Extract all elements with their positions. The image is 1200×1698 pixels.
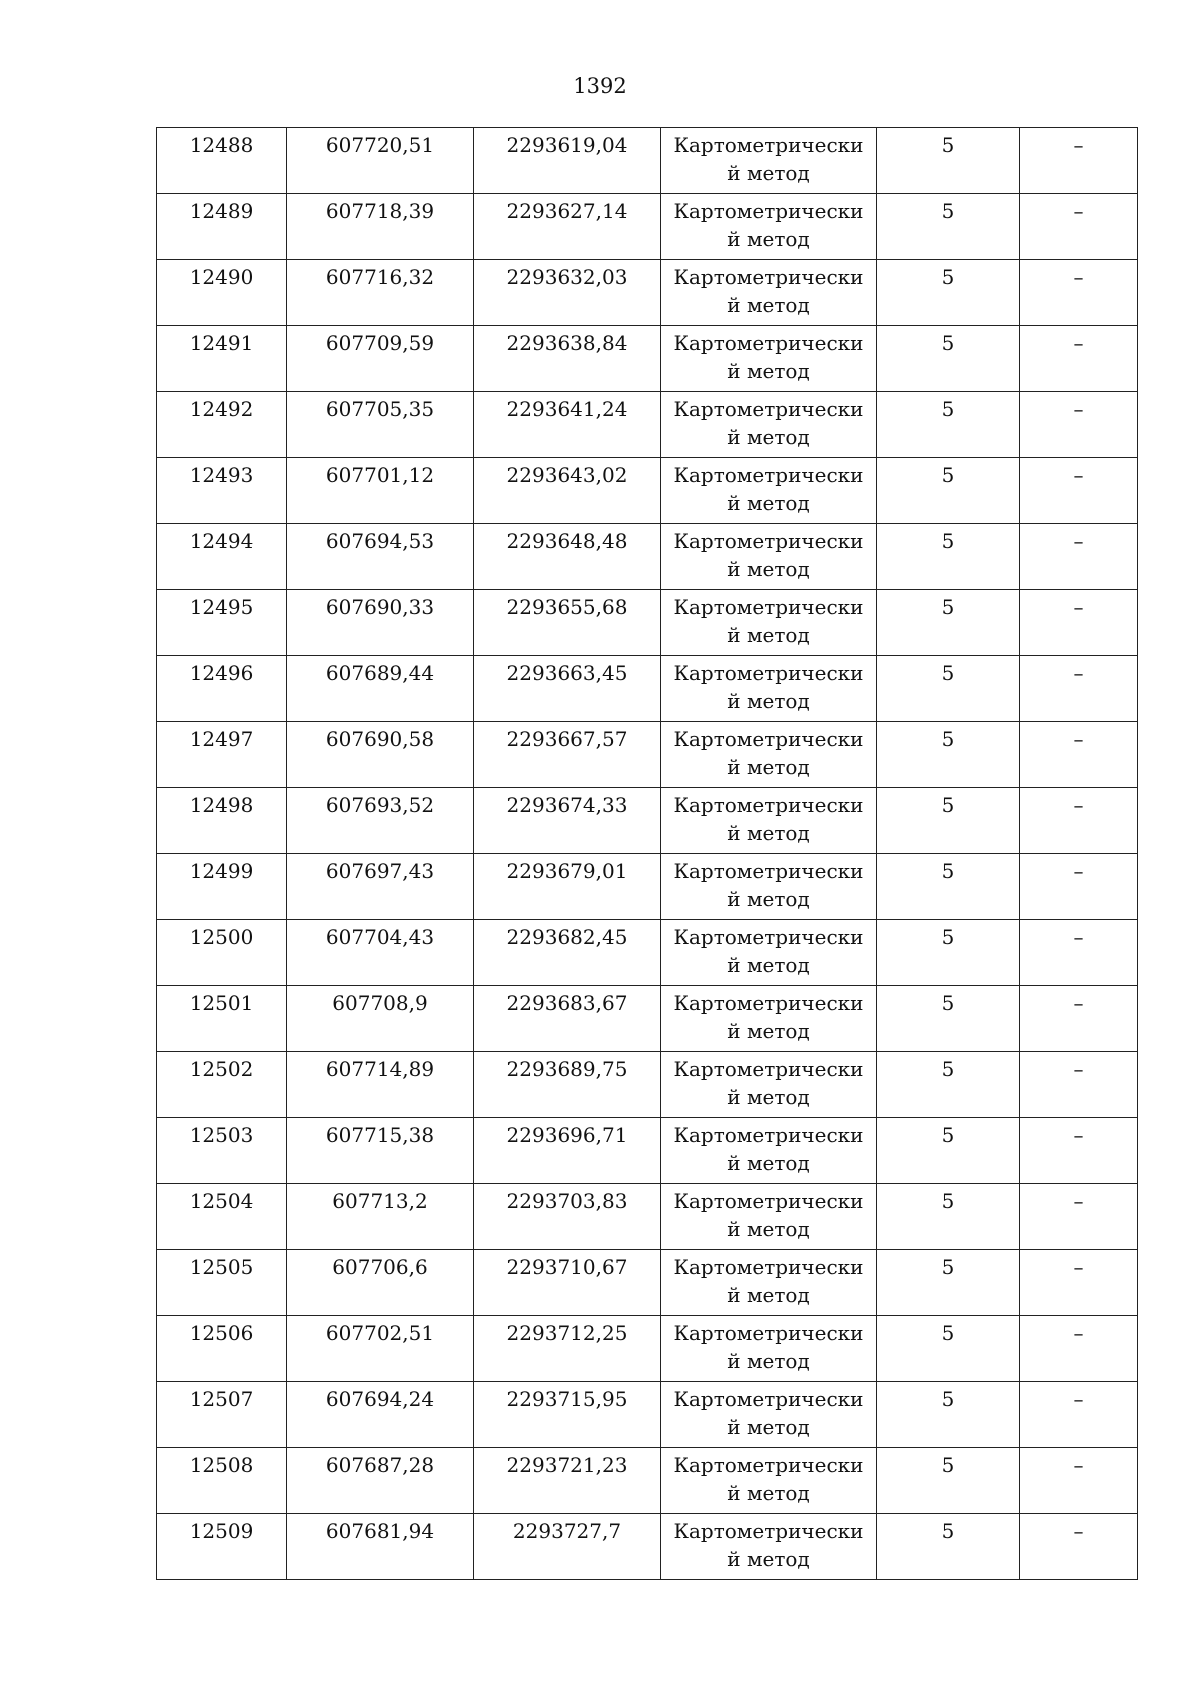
accuracy-cell: 5 (877, 1118, 1020, 1184)
table-row (157, 326, 1138, 392)
accuracy-cell: 5 (877, 326, 1020, 392)
table-row (157, 722, 1138, 788)
method-cell: Картометрически й метод (661, 1184, 877, 1250)
table-row (157, 1448, 1138, 1514)
x-coordinate-cell: 607713,2 (287, 1184, 474, 1250)
note-cell: – (1020, 458, 1138, 524)
x-coordinate-cell: 607708,9 (287, 986, 474, 1052)
point-number-cell: 12489 (157, 194, 287, 260)
point-number-cell: 12497 (157, 722, 287, 788)
note-cell: – (1020, 392, 1138, 458)
method-cell: Картометрически й метод (661, 1316, 877, 1382)
note-cell: – (1020, 1250, 1138, 1316)
point-number-cell: 12507 (157, 1382, 287, 1448)
x-coordinate-cell: 607681,94 (287, 1514, 474, 1580)
accuracy-cell: 5 (877, 392, 1020, 458)
accuracy-cell: 5 (877, 920, 1020, 986)
table-row (157, 128, 1138, 194)
method-cell: Картометрически й метод (661, 1250, 877, 1316)
y-coordinate-cell: 2293643,02 (474, 458, 661, 524)
point-number-cell: 12508 (157, 1448, 287, 1514)
method-cell: Картометрически й метод (661, 854, 877, 920)
accuracy-cell: 5 (877, 194, 1020, 260)
y-coordinate-cell: 2293727,7 (474, 1514, 661, 1580)
table-row (157, 788, 1138, 854)
table-row (157, 656, 1138, 722)
accuracy-cell: 5 (877, 1250, 1020, 1316)
note-cell: – (1020, 128, 1138, 194)
accuracy-cell: 5 (877, 260, 1020, 326)
point-number-cell: 12500 (157, 920, 287, 986)
note-cell: – (1020, 524, 1138, 590)
y-coordinate-cell: 2293712,25 (474, 1316, 661, 1382)
method-cell: Картометрически й метод (661, 1448, 877, 1514)
accuracy-cell: 5 (877, 1052, 1020, 1118)
point-number-cell: 12505 (157, 1250, 287, 1316)
point-number-cell: 12494 (157, 524, 287, 590)
y-coordinate-cell: 2293667,57 (474, 722, 661, 788)
x-coordinate-cell: 607709,59 (287, 326, 474, 392)
table-row (157, 854, 1138, 920)
table-row (157, 1052, 1138, 1118)
y-coordinate-cell: 2293638,84 (474, 326, 661, 392)
x-coordinate-cell: 607701,12 (287, 458, 474, 524)
note-cell: – (1020, 1448, 1138, 1514)
point-number-cell: 12491 (157, 326, 287, 392)
x-coordinate-cell: 607687,28 (287, 1448, 474, 1514)
y-coordinate-cell: 2293715,95 (474, 1382, 661, 1448)
point-number-cell: 12502 (157, 1052, 287, 1118)
table-row (157, 458, 1138, 524)
table-row (157, 1316, 1138, 1382)
note-cell: – (1020, 656, 1138, 722)
method-cell: Картометрически й метод (661, 194, 877, 260)
accuracy-cell: 5 (877, 1184, 1020, 1250)
y-coordinate-cell: 2293641,24 (474, 392, 661, 458)
point-number-cell: 12509 (157, 1514, 287, 1580)
point-number-cell: 12506 (157, 1316, 287, 1382)
x-coordinate-cell: 607689,44 (287, 656, 474, 722)
note-cell: – (1020, 590, 1138, 656)
method-cell: Картометрически й метод (661, 920, 877, 986)
table-row (157, 590, 1138, 656)
y-coordinate-cell: 2293683,67 (474, 986, 661, 1052)
point-number-cell: 12492 (157, 392, 287, 458)
x-coordinate-cell: 607714,89 (287, 1052, 474, 1118)
accuracy-cell: 5 (877, 1382, 1020, 1448)
table-row (157, 1382, 1138, 1448)
accuracy-cell: 5 (877, 1514, 1020, 1580)
accuracy-cell: 5 (877, 128, 1020, 194)
y-coordinate-cell: 2293655,68 (474, 590, 661, 656)
table-row (157, 986, 1138, 1052)
x-coordinate-cell: 607694,24 (287, 1382, 474, 1448)
table-row (157, 1118, 1138, 1184)
y-coordinate-cell: 2293682,45 (474, 920, 661, 986)
method-cell: Картометрически й метод (661, 524, 877, 590)
method-cell: Картометрически й метод (661, 1514, 877, 1580)
accuracy-cell: 5 (877, 986, 1020, 1052)
x-coordinate-cell: 607720,51 (287, 128, 474, 194)
method-cell: Картометрически й метод (661, 656, 877, 722)
note-cell: – (1020, 1184, 1138, 1250)
method-cell: Картометрически й метод (661, 392, 877, 458)
coordinates-table-body (157, 128, 1138, 1580)
x-coordinate-cell: 607690,58 (287, 722, 474, 788)
table-row (157, 1250, 1138, 1316)
point-number-cell: 12496 (157, 656, 287, 722)
point-number-cell: 12495 (157, 590, 287, 656)
point-number-cell: 12498 (157, 788, 287, 854)
y-coordinate-cell: 2293703,83 (474, 1184, 661, 1250)
method-cell: Картометрически й метод (661, 458, 877, 524)
note-cell: – (1020, 260, 1138, 326)
x-coordinate-cell: 607702,51 (287, 1316, 474, 1382)
note-cell: – (1020, 854, 1138, 920)
page-number: 1392 (573, 74, 627, 98)
table-row (157, 1184, 1138, 1250)
x-coordinate-cell: 607706,6 (287, 1250, 474, 1316)
method-cell: Картометрически й метод (661, 590, 877, 656)
y-coordinate-cell: 2293632,03 (474, 260, 661, 326)
point-number-cell: 12488 (157, 128, 287, 194)
method-cell: Картометрически й метод (661, 788, 877, 854)
point-number-cell: 12499 (157, 854, 287, 920)
note-cell: – (1020, 194, 1138, 260)
point-number-cell: 12493 (157, 458, 287, 524)
method-cell: Картометрически й метод (661, 1382, 877, 1448)
x-coordinate-cell: 607715,38 (287, 1118, 474, 1184)
note-cell: – (1020, 326, 1138, 392)
y-coordinate-cell: 2293721,23 (474, 1448, 661, 1514)
note-cell: – (1020, 1052, 1138, 1118)
y-coordinate-cell: 2293696,71 (474, 1118, 661, 1184)
point-number-cell: 12504 (157, 1184, 287, 1250)
accuracy-cell: 5 (877, 458, 1020, 524)
method-cell: Картометрически й метод (661, 128, 877, 194)
x-coordinate-cell: 607716,32 (287, 260, 474, 326)
note-cell: – (1020, 1118, 1138, 1184)
point-number-cell: 12501 (157, 986, 287, 1052)
y-coordinate-cell: 2293679,01 (474, 854, 661, 920)
y-coordinate-cell: 2293627,14 (474, 194, 661, 260)
method-cell: Картометрически й метод (661, 260, 877, 326)
y-coordinate-cell: 2293689,75 (474, 1052, 661, 1118)
note-cell: – (1020, 722, 1138, 788)
note-cell: – (1020, 986, 1138, 1052)
y-coordinate-cell: 2293674,33 (474, 788, 661, 854)
x-coordinate-cell: 607697,43 (287, 854, 474, 920)
point-number-cell: 12503 (157, 1118, 287, 1184)
x-coordinate-cell: 607694,53 (287, 524, 474, 590)
table-row (157, 1514, 1138, 1580)
method-cell: Картометрически й метод (661, 722, 877, 788)
x-coordinate-cell: 607693,52 (287, 788, 474, 854)
accuracy-cell: 5 (877, 1316, 1020, 1382)
note-cell: – (1020, 788, 1138, 854)
x-coordinate-cell: 607690,33 (287, 590, 474, 656)
note-cell: – (1020, 920, 1138, 986)
y-coordinate-cell: 2293663,45 (474, 656, 661, 722)
x-coordinate-cell: 607705,35 (287, 392, 474, 458)
point-number-cell: 12490 (157, 260, 287, 326)
accuracy-cell: 5 (877, 524, 1020, 590)
coordinates-table (156, 127, 1138, 1580)
table-row (157, 920, 1138, 986)
method-cell: Картометрически й метод (661, 1052, 877, 1118)
note-cell: – (1020, 1382, 1138, 1448)
x-coordinate-cell: 607704,43 (287, 920, 474, 986)
accuracy-cell: 5 (877, 1448, 1020, 1514)
method-cell: Картометрически й метод (661, 1118, 877, 1184)
accuracy-cell: 5 (877, 656, 1020, 722)
y-coordinate-cell: 2293619,04 (474, 128, 661, 194)
method-cell: Картометрически й метод (661, 986, 877, 1052)
method-cell: Картометрически й метод (661, 326, 877, 392)
y-coordinate-cell: 2293648,48 (474, 524, 661, 590)
accuracy-cell: 5 (877, 854, 1020, 920)
table-row (157, 524, 1138, 590)
note-cell: – (1020, 1316, 1138, 1382)
accuracy-cell: 5 (877, 788, 1020, 854)
table-row (157, 260, 1138, 326)
accuracy-cell: 5 (877, 722, 1020, 788)
table-row (157, 194, 1138, 260)
y-coordinate-cell: 2293710,67 (474, 1250, 661, 1316)
accuracy-cell: 5 (877, 590, 1020, 656)
note-cell: – (1020, 1514, 1138, 1580)
x-coordinate-cell: 607718,39 (287, 194, 474, 260)
table-row (157, 392, 1138, 458)
